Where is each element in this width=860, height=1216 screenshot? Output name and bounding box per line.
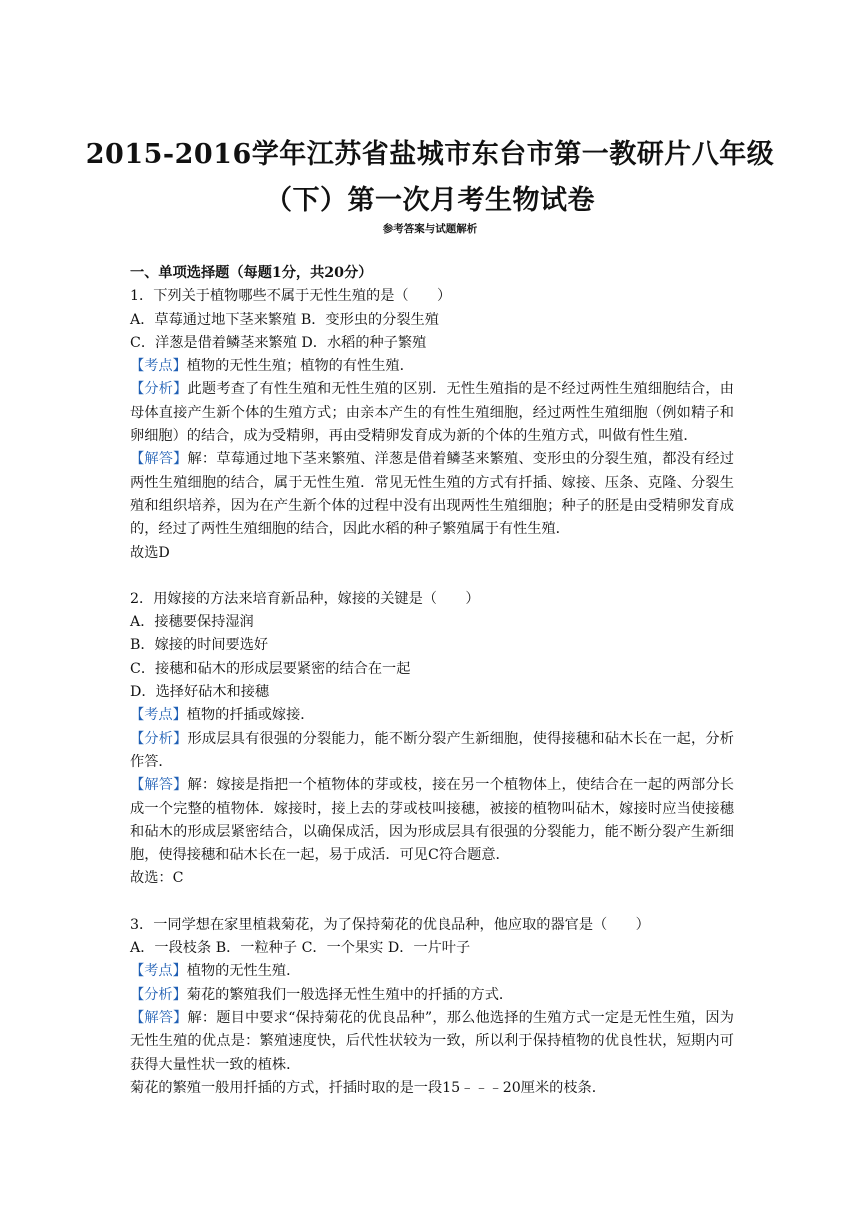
kaodian-tag: 【考点】: [130, 963, 187, 980]
question-2-jieda-text: 解：嫁接是指把一个植物体的芽或枝，接在另一个植物体上，使结合在一起的两部分长成一个完整的植物体．嫁接时，接上去的芽或枝叫接穗，被接的植物叫砧木，嫁接时应当使接穗和砧木的形成层紧密结合，以确保成活，因为形成层具有很强的分裂能力，能不断分裂产生新细胞，使得接穗和砧木长在一起，易于成活．可见C符合题意．: [130, 777, 734, 864]
fenxi-tag: 【分析】: [130, 730, 188, 747]
question-2-fenxi: [130, 728, 734, 775]
question-2-fenxi-text: 形成层具有很强的分裂能力，能不断分裂产生新细胞，使得接穗和砧木长在一起，分析作答．: [130, 730, 734, 770]
question-2-option-a: A．接穗要保持湿润: [130, 614, 254, 631]
spacer: [130, 891, 734, 914]
page-subtitle: 参考答案与试题解析: [382, 223, 478, 235]
question-2-jieda: [130, 774, 734, 867]
document-body: [130, 262, 734, 1100]
question-2: [130, 588, 734, 891]
question-3-kaodian: [130, 960, 734, 983]
page-title-line-1: 2015-2016学年江苏省盐城市东台市第一教研片八年级: [85, 139, 775, 170]
fenxi-tag: 【分析】: [130, 381, 188, 398]
question-3-kaodian-text: 植物的无性生殖．: [186, 963, 301, 980]
jieda-tag: 【解答】: [130, 451, 188, 468]
question-1-kaodian-text: 植物的无性生殖；植物的有性生殖．: [186, 358, 414, 375]
question-1-answer: 故选D: [130, 544, 170, 561]
question-2-option-b: B．嫁接的时间要选好: [130, 637, 269, 654]
section-heading: 一、单项选择题（每题1分，共20分）: [130, 265, 373, 281]
page-title-line-2: （下）第一次月考生物试卷: [265, 185, 595, 216]
question-1-stem: 1．下列关于植物哪些不属于无性生殖的是（ ）: [130, 288, 452, 305]
question-1-fenxi: [130, 378, 734, 448]
question-2-stem: 2．用嫁接的方法来培育新品种，嫁接的关键是（ ）: [130, 590, 480, 607]
question-3: [130, 914, 734, 1100]
question-3-options: A．一段枝条 B．一粒种子 C．一个果实 D．一片叶子: [130, 940, 471, 957]
question-2-answer: 故选：C: [130, 870, 184, 887]
question-1: [130, 285, 734, 565]
question-3-fenxi: [130, 984, 734, 1007]
question-1-fenxi-text: 此题考查了有性生殖和无性生殖的区别．无性生殖指的是不经过两性生殖细胞结合，由母体直接产生新个体的生殖方式；由亲本产生的有性生殖细胞，经过两性生殖细胞（例如精子和卵细胞）的结合，成为受精卵，再由受精卵发育成为新的个体的生殖方式，叫做有性生殖．: [130, 381, 734, 445]
question-2-option-d: D．选择好砧木和接穗: [130, 684, 270, 701]
kaodian-tag: 【考点】: [130, 358, 187, 375]
question-2-option-c: C．接穗和砧木的形成层要紧密的结合在一起: [130, 660, 411, 677]
question-3-jieda-text: 解：题目中要求“保持菊花的优良品种”，那么他选择的生殖方式一定是无性生殖，因为无性生殖的优点是：繁殖速度快，后代性状较为一致，所以利于保持植物的优良性状，短期内可获得大量性状一致的植株．: [130, 1009, 734, 1073]
question-3-stem: 3．一同学想在家里植栽菊花，为了保持菊花的优良品种，他应取的器官是（ ）: [130, 916, 650, 933]
question-1-kaodian: [130, 355, 734, 378]
spacer: [130, 565, 734, 588]
question-1-options-ab: A．草莓通过地下茎来繁殖 B．变形虫的分裂生殖: [130, 311, 439, 328]
question-3-fenxi-text: 菊花的繁殖我们一般选择无性生殖中的扦插的方式．: [186, 986, 514, 1003]
question-2-kaodian: [130, 704, 734, 727]
question-1-jieda-text: 解：草莓通过地下茎来繁殖、洋葱是借着鳞茎来繁殖、变形虫的分裂生殖，都没有经过两性生殖细胞的结合，属于无性生殖．常见无性生殖的方式有扦插、嫁接、压条、克隆、分裂生殖和组织培养，因为在产生新个体的过程中没有出现两性生殖细胞；种子的胚是由受精卵发育成的，经过了两性生殖细胞的结合，因此水稻的种子繁殖属于有性生殖．: [130, 451, 734, 538]
question-1-options-cd: C．洋葱是借着鳞茎来繁殖 D．水稻的种子繁殖: [130, 334, 427, 351]
kaodian-tag: 【考点】: [130, 707, 187, 724]
question-2-kaodian-text: 植物的扦插或嫁接．: [186, 707, 315, 724]
question-3-jieda: [130, 1007, 734, 1077]
fenxi-tag: 【分析】: [130, 986, 187, 1003]
jieda-tag: 【解答】: [130, 1009, 188, 1026]
jieda-tag: 【解答】: [130, 777, 188, 794]
question-1-jieda: [130, 448, 734, 541]
question-3-extra: 菊花的繁殖一般用扦插的方式，扦插时取的是一段15﹣﹣﹣20厘米的枝条．: [130, 1079, 606, 1096]
